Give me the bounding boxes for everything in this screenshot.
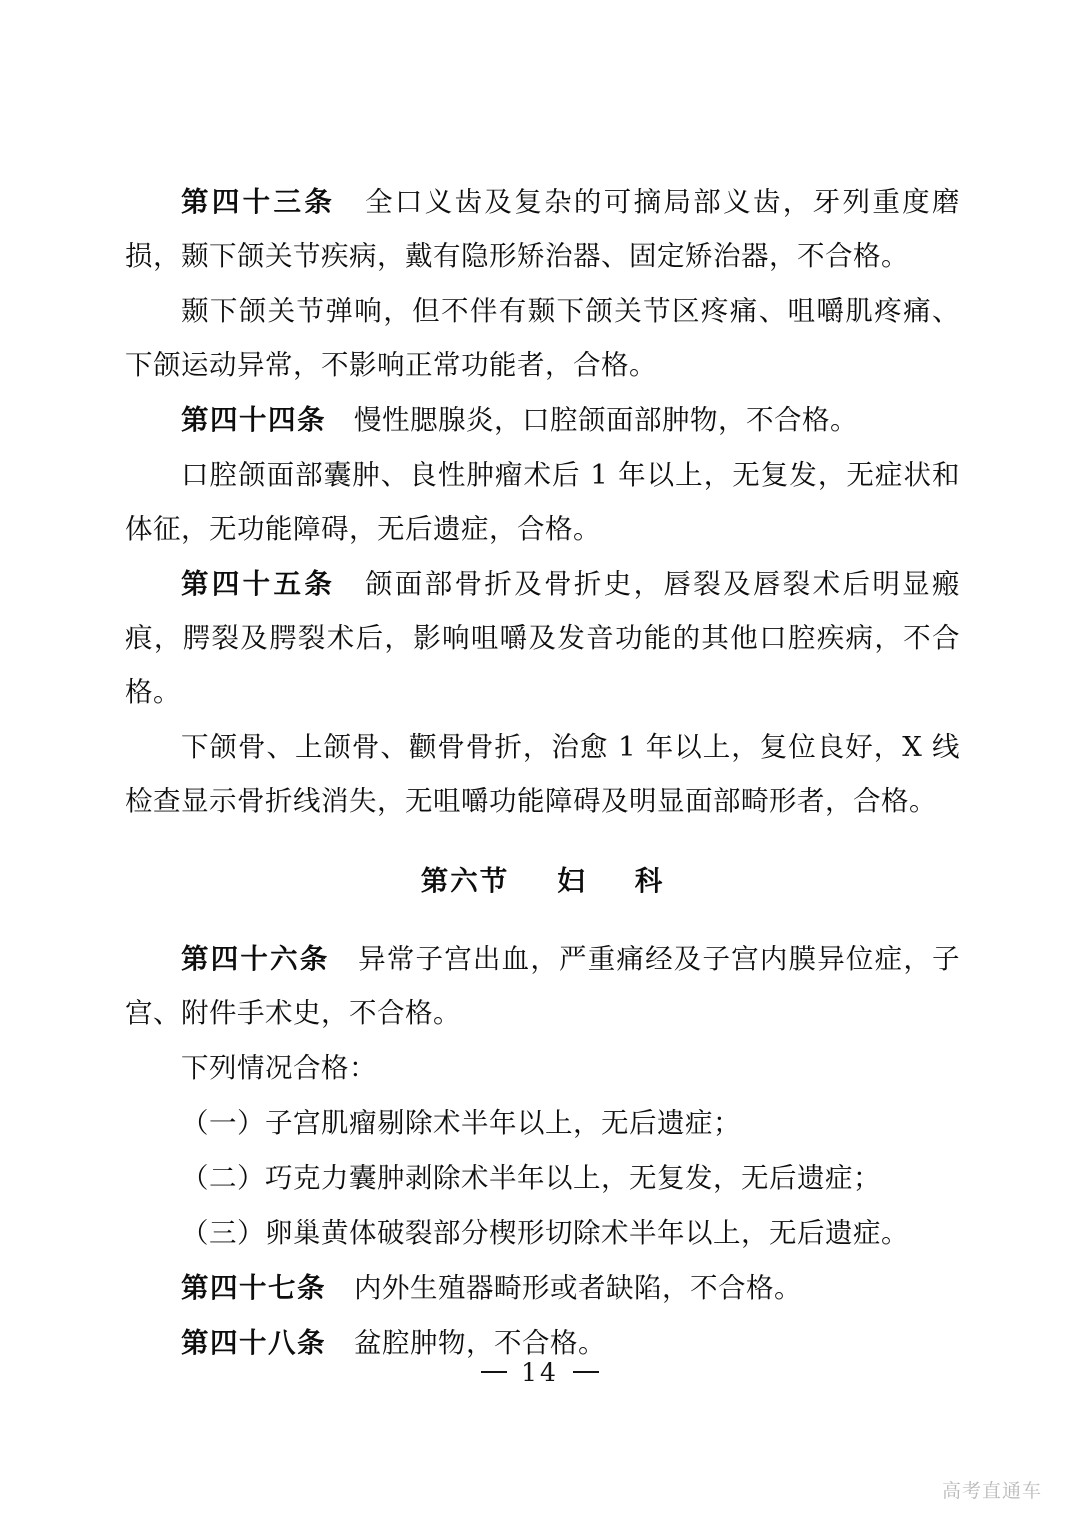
article-number-44: 第四十四条 bbox=[181, 404, 326, 436]
page-number: 14 bbox=[521, 1358, 559, 1387]
article-text-46-lead: 下列情况合格： bbox=[181, 1052, 377, 1084]
list-item-3 bbox=[125, 1206, 960, 1260]
section-number: 第六节 bbox=[420, 865, 510, 897]
section-heading bbox=[125, 854, 960, 908]
article-text-45-sub-1: 下颌骨、上颌骨、颧骨骨折，治愈 1 年以上，复位良好，X 线检查显示骨折线消失，无咀嚼功能障碍及明显面部畸形者，合格。 bbox=[125, 731, 960, 817]
list-item-2 bbox=[125, 1151, 960, 1205]
paragraph-article-45 bbox=[125, 557, 960, 719]
article-text-48: 盆腔肿物，不合格。 bbox=[326, 1327, 606, 1359]
paragraph-article-44-sub-1 bbox=[125, 448, 960, 556]
paragraph-article-46 bbox=[125, 932, 960, 1040]
list-item-3-text: （三）卵巢黄体破裂部分楔形切除术半年以上，无后遗症。 bbox=[181, 1217, 909, 1249]
list-item-1-text: （一）子宫肌瘤剔除术半年以上，无后遗症； bbox=[181, 1107, 741, 1139]
paragraph-article-45-sub-1 bbox=[125, 720, 960, 828]
article-text-47: 内外生殖器畸形或者缺陷，不合格。 bbox=[326, 1272, 802, 1304]
paragraph-article-43-sub-1 bbox=[125, 284, 960, 392]
footer-dash-left bbox=[481, 1371, 507, 1373]
watermark: 高考直通车 bbox=[941, 1480, 1042, 1502]
article-number-47: 第四十七条 bbox=[181, 1272, 326, 1304]
article-text-44-sub-1: 口腔颌面部囊肿、良性肿瘤术后 1 年以上，无复发，无症状和体征，无功能障碍，无后遗症，合格。 bbox=[125, 459, 960, 545]
article-number-43: 第四十三条 bbox=[181, 186, 336, 218]
section-name-part2: 科 bbox=[634, 865, 665, 897]
paragraph-article-44 bbox=[125, 393, 960, 447]
footer-dash-right bbox=[573, 1371, 599, 1373]
paragraph-article-47 bbox=[125, 1261, 960, 1315]
paragraph-article-46-lead bbox=[125, 1041, 960, 1095]
article-number-48: 第四十八条 bbox=[181, 1327, 326, 1359]
section-name-part1: 妇 bbox=[557, 865, 587, 897]
page-footer bbox=[0, 1358, 1080, 1387]
article-text-46: 异常子宫出血，严重痛经及子宫内膜异位症，子宫、附件手术史，不合格。 bbox=[125, 943, 961, 1029]
paragraph-article-43 bbox=[125, 175, 960, 283]
article-text-43-sub-1: 颞下颌关节弹响，但不伴有颞下颌关节区疼痛、咀嚼肌疼痛、下颌运动异常，不影响正常功能者，合格。 bbox=[125, 295, 960, 381]
list-item-2-text: （二）巧克力囊肿剥除术半年以上，无复发，无后遗症； bbox=[181, 1162, 881, 1194]
article-text-43: 全口义齿及复杂的可摘局部义齿，牙列重度磨损，颞下颌关节疾病，戴有隐形矫治器、固定矫治器，不合格。 bbox=[125, 186, 961, 272]
article-number-46: 第四十六条 bbox=[181, 943, 330, 975]
article-number-45: 第四十五条 bbox=[181, 568, 336, 600]
article-text-45: 颌面部骨折及骨折史，唇裂及唇裂术后明显瘢痕，腭裂及腭裂术后，影响咀嚼及发音功能的其他口腔疾病，不合格。 bbox=[125, 568, 961, 708]
list-item-1 bbox=[125, 1096, 960, 1150]
article-text-44: 慢性腮腺炎，口腔颌面部肿物，不合格。 bbox=[326, 404, 858, 436]
